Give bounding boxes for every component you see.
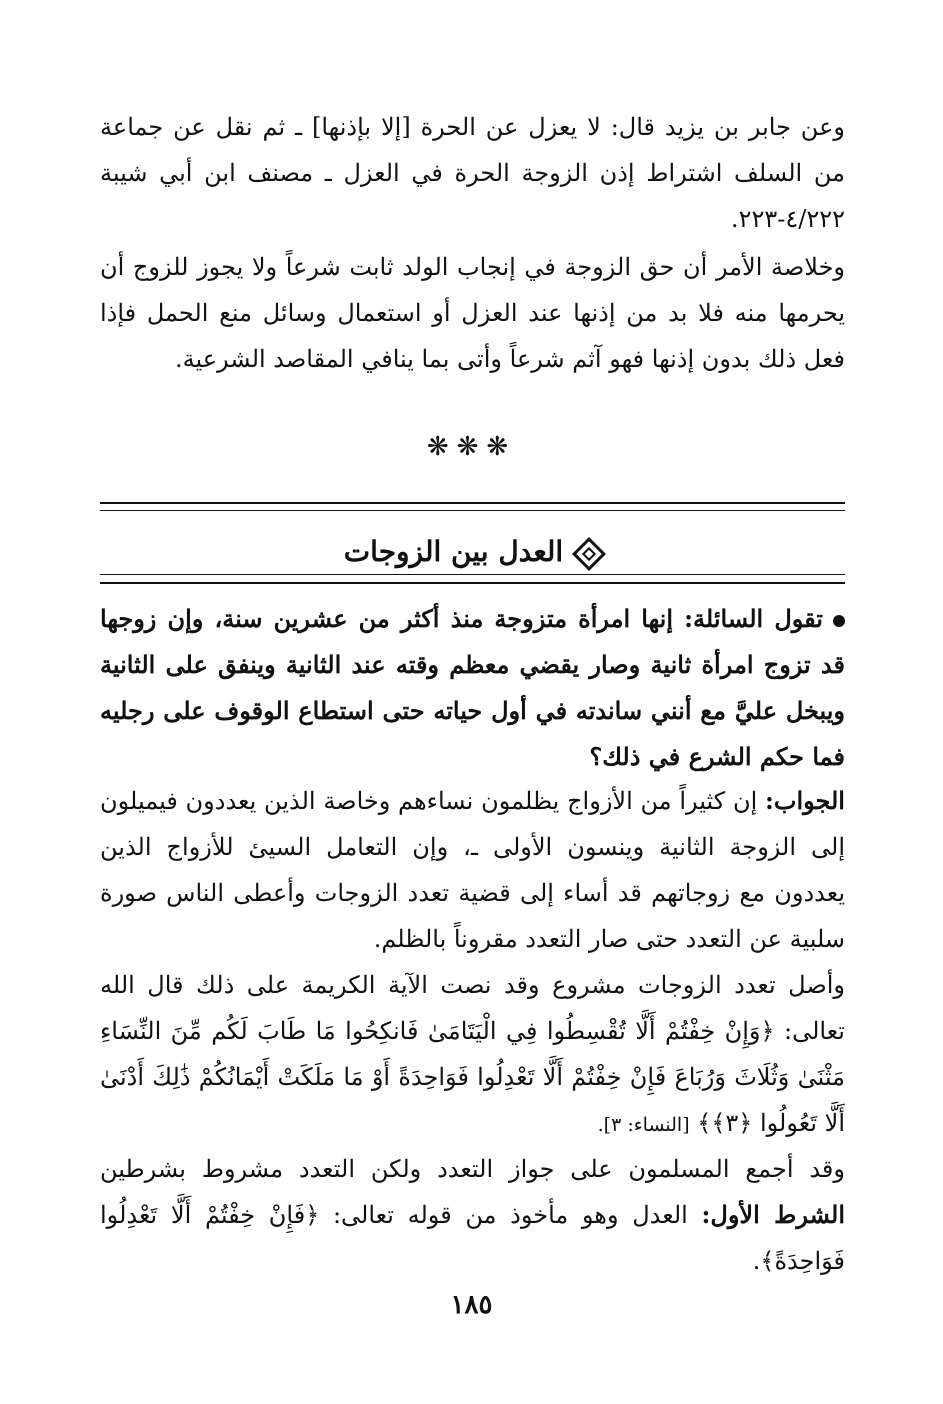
verse-reference: [النساء: ٣]. xyxy=(597,1114,690,1136)
verse-intro: وأصل تعدد الزوجات مشروع وقد نصت الآية الكريمة على ذلك قال الله تعالى: xyxy=(100,971,845,1045)
answer-lead: الجواب: xyxy=(764,786,845,815)
conditions-intro: وقد أجمع المسلمون على جواز التعدد ولكن التعدد مشروط بشرطين xyxy=(100,1155,845,1183)
question-lead: تقول السائلة: xyxy=(684,604,823,633)
paragraph-1-line-1: وعن جابر بن يزيد قال: لا يعزل عن الحرة [إلا بإذنها] ـ ثم نقل عن xyxy=(173,113,845,141)
heading-rule-top xyxy=(100,502,845,504)
condition-one-lead: الشرط الأول: xyxy=(701,1200,845,1229)
page-number: ١٨٥ xyxy=(450,1290,493,1320)
bullet-icon xyxy=(833,615,845,627)
answer-paragraph xyxy=(100,778,845,962)
section-heading-text: العدل بين الزوجات xyxy=(343,535,564,568)
section-separator: ❋❋❋ xyxy=(426,432,517,462)
question-paragraph xyxy=(100,596,845,780)
condition-one-verse: ﴿فَإِنْ خِفْتُمْ أَلَّا تَعْدِلُوا فَوَاحِدَةً﴾. xyxy=(100,1201,845,1275)
paragraph-2 xyxy=(100,244,845,382)
condition-one-text: العدل وهو مأخوذ من قوله تعالى: xyxy=(332,1201,688,1229)
paragraph-2-text: وخلاصة الأمر أن حق الزوجة في إنجاب الولد ثابت شرعاً ولا يجوز للزوج أن يحرمها منه فلا بد من إذنها عند العزل أو استعمال وسائل منع الحمل فإذا فعل ذلك بدون إذنها فهو آثم شرعاً وأتى بما ينافي المقاصد الشرعية. xyxy=(100,253,846,373)
paragraph-1 xyxy=(100,104,845,242)
conditions-paragraph xyxy=(100,1146,845,1284)
heading-rule-top-thin xyxy=(100,510,845,511)
paragraph-1-line-3: شيبة ٤/٢٢٢-٢٢٣. xyxy=(100,159,845,233)
heading-rule-bottom-thin xyxy=(100,574,845,575)
section-heading xyxy=(100,526,845,578)
answer-text: إن كثيراً من الأزواج يظلمون نساءهم وخاصة الذين يعددون فيميلون إلى الزوجة الثانية وينسون الأولى ـ، وإن التعامل السيئ للأزواج الذين يعددون مع زوجاتهم قد أساء إلى قضية تعدد الزوجات وأعطى الناس صورة سلبية عن التعدد حتى صار التعدد مقروناً بالظلم. xyxy=(100,787,845,953)
diamond-icon xyxy=(572,537,606,571)
paragraph-1-line-2: جماعة من السلف اشتراط إذن الزوجة الحرة في العزل ـ مصنف ابن أبي xyxy=(100,113,845,187)
heading-rule-bottom xyxy=(100,582,845,584)
quran-verse: ﴿وَإِنْ خِفْتُمْ أَلَّا تُقْسِطُوا فِي الْيَتَامَىٰ فَانكِحُوا مَا طَابَ لَكُم مِّنَ النِّسَاءِ مَثْنَىٰ وَثُلَاثَ وَرُبَاعَ فَإِنْ خِفْتُمْ أَلَّا تَعْدِلُوا فَوَاحِدَةً أَوْ مَا مَلَكَتْ أَيْمَانُكُمْ ذَٰلِكَ أَدْنَىٰ أَلَّا تَعُولُوا ﴿٣﴾﴾ xyxy=(100,1017,845,1137)
question-text: إنها امرأة متزوجة منذ أكثر من عشرين سنة، وإن زوجها قد تزوج امرأة ثانية وصار يقضي معظم وقته عند الثانية وينفق على الثانية ويبخل عليَّ مع أنني ساندته في أول حياته حتى استطاع الوقوف على رجليه فما حكم الشرع في ذلك؟ xyxy=(100,604,845,771)
verse-paragraph xyxy=(100,962,845,1148)
